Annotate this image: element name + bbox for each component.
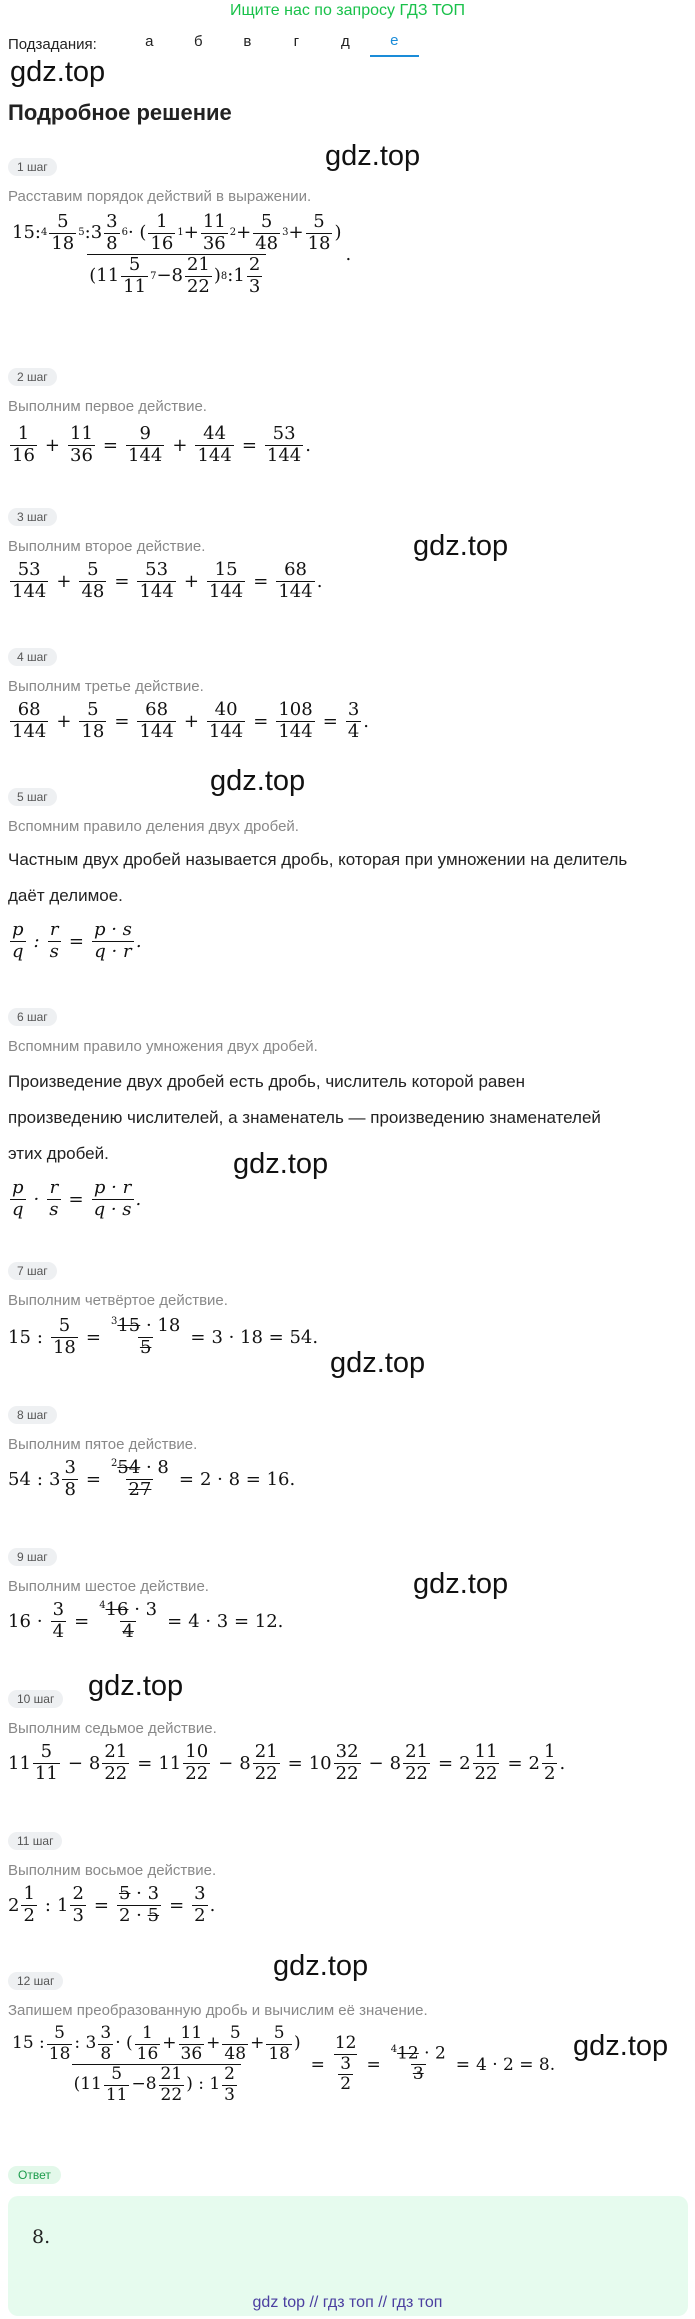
tab-e[interactable]: е bbox=[370, 32, 419, 57]
step-text: Вспомним правило деления двух дробей. bbox=[8, 818, 299, 835]
step-text: Выполним восьмое действие. bbox=[8, 1862, 217, 1879]
equation: 15 : $\frac{5}{18}$ = $\frac{^315 \cdot 18}{5}$ = 3 · 18 = 54. bbox=[8, 1315, 319, 1358]
watermark: gdz.top bbox=[210, 765, 306, 797]
step-text: Запишем преобразованную дробь и вычислим её значение. bbox=[8, 2002, 428, 2019]
final-equation: 15 : $\frac{5}{18}$ : 3 $\frac{3}{8}$ · ( $\frac{1}{16}$ + $\frac{11}{36}$ + $\frac{5}{48}$ + $\frac{5}{18}$ ) (11 $\frac{5}{11}$ −8 $\frac{21}{22}$ ) : 1 $\frac{2}{3}$ = $\frac{12}{\frac{3}{2}}$ = $\frac{^412 \cdot 2}{3}$ = 4 · 2 = 8. bbox=[12, 2023, 556, 2105]
step-badge: 9 шаг bbox=[8, 1548, 57, 1566]
rule-text: этих дробей. bbox=[8, 1144, 109, 1163]
subtask-label: Подзадания: bbox=[8, 36, 97, 53]
step-badge: 11 шаг bbox=[8, 1832, 62, 1850]
step-badge: 4 шаг bbox=[8, 648, 57, 666]
rule-text: Произведение двух дробей есть дробь, числитель которой равен bbox=[8, 1072, 526, 1091]
promo-banner[interactable]: Ищите нас по запросу ГДЗ ТОП bbox=[230, 2, 465, 19]
equation: $\frac{53}{144}$ + $\frac{5}{48}$ = $\frac{53}{144}$ + $\frac{15}{144}$ = $\frac{68}{144}$ . bbox=[12, 559, 323, 602]
watermark: gdz.top bbox=[413, 1568, 509, 1600]
equation: $\frac{68}{144}$ + $\frac{5}{18}$ = $\frac{68}{144}$ + $\frac{40}{144}$ = $\frac{108}{144}$ = $\frac{3}{4}$ . bbox=[12, 699, 369, 742]
formula: $\frac{p}{q}$ : $\frac{r}{s}$ = $\frac{p \cdot s}{q \cdot r}$ . bbox=[12, 919, 142, 962]
tab-a[interactable]: а bbox=[145, 33, 154, 50]
step-text: Выполним седьмое действие. bbox=[8, 1720, 217, 1737]
watermark: gdz.top bbox=[325, 140, 421, 172]
watermark: gdz.top bbox=[573, 2030, 669, 2062]
subtask-tabs bbox=[8, 32, 419, 57]
tab-v[interactable]: в bbox=[243, 33, 252, 50]
step-badge: 8 шаг bbox=[8, 1406, 57, 1424]
footer-links[interactable]: gdz top // гдз топ // гдз топ bbox=[252, 2294, 443, 2311]
step-text: Выполним первое действие. bbox=[8, 398, 207, 415]
step-badge: 12 шаг bbox=[8, 1972, 63, 1990]
tab-d[interactable]: д bbox=[340, 33, 350, 50]
answer-badge: Ответ bbox=[8, 2166, 61, 2184]
expression: 15: 4 $\frac{5}{18}$ 5 :3 $\frac{3}{8}$ 6 · ( $\frac{1}{16}$ 1 + $\frac{11}{36}$ 2 + $\frac{5}{48}$ 3 + $\frac{5}{18}$ ) (11 $\frac{5}{11}$ 7 −8 $\frac{21}{22}$ ) 8 :1 $\frac{2}{3}$ . bbox=[12, 211, 352, 298]
tab-g[interactable]: г bbox=[293, 33, 300, 50]
step-badge: 6 шаг bbox=[8, 1008, 57, 1026]
step-text: Выполним третье действие. bbox=[8, 678, 204, 695]
step-badge: 10 шаг bbox=[8, 1690, 63, 1708]
watermark: gdz.top bbox=[88, 1670, 184, 1702]
rule-text: произведению числителей, а знаменатель — произведению знаменателей bbox=[8, 1108, 601, 1127]
watermark: gdz.top bbox=[233, 1148, 329, 1180]
step-badge: 5 шаг bbox=[8, 788, 57, 806]
step-badge: 2 шаг bbox=[8, 368, 57, 386]
step-text: Выполним пятое действие. bbox=[8, 1436, 198, 1453]
formula: $\frac{p}{q}$ · $\frac{r}{s}$ = $\frac{p \cdot r}{q \cdot s}$ . bbox=[12, 1177, 142, 1220]
step-text: Расставим порядок действий в выражении. bbox=[8, 188, 312, 205]
page-title: Подробное решение bbox=[8, 100, 232, 125]
step-text: Выполним второе действие. bbox=[8, 538, 206, 555]
watermark: gdz.top bbox=[330, 1347, 426, 1379]
equation: 11 $\frac{5}{11}$ − 8 $\frac{21}{22}$ = 11 $\frac{10}{22}$ − 8 $\frac{21}{22}$ = 10 $\frac{32}{22}$ − 8 $\frac{21}{22}$ = 2 $\frac{11}{22}$ = 2 $\frac{1}{2}$ . bbox=[8, 1741, 566, 1784]
equation: $\frac{1}{16}$ + $\frac{11}{36}$ = $\frac{9}{144}$ + $\frac{44}{144}$ = $\frac{53}{144}$ . bbox=[12, 423, 311, 466]
step-text: Вспомним правило умножения двух дробей. bbox=[8, 1038, 318, 1055]
step-badge: 3 шаг bbox=[8, 508, 57, 526]
rule-text: даёт делимое. bbox=[8, 886, 123, 905]
step-text: Выполним шестое действие. bbox=[8, 1578, 209, 1595]
equation: 16 · $\frac{3}{4}$ = $\frac{^416 \cdot 3}{4}$ = 4 · 3 = 12. bbox=[8, 1599, 284, 1642]
step-badge: 7 шаг bbox=[8, 1262, 57, 1280]
tab-b[interactable]: б bbox=[194, 33, 203, 50]
equation: 2 $\frac{1}{2}$ : 1 $\frac{2}{3}$ = $\frac{5 \cdot 3}{2 \cdot 5}$ = $\frac{3}{2}$ . bbox=[8, 1883, 216, 1926]
watermark: gdz.top bbox=[413, 530, 509, 562]
watermark: gdz.top bbox=[273, 1950, 369, 1982]
answer-value: 8. bbox=[32, 2226, 51, 2248]
step-text: Выполним четвёртое действие. bbox=[8, 1292, 228, 1309]
equation: 54 : 3 $\frac{3}{8}$ = $\frac{^254 \cdot 8}{27}$ = 2 · 8 = 16. bbox=[8, 1457, 296, 1500]
watermark: gdz.top bbox=[10, 56, 106, 88]
rule-text: Частным двух дробей называется дробь, которая при умножении на делитель bbox=[8, 850, 628, 869]
step-badge: 1 шаг bbox=[8, 158, 57, 176]
